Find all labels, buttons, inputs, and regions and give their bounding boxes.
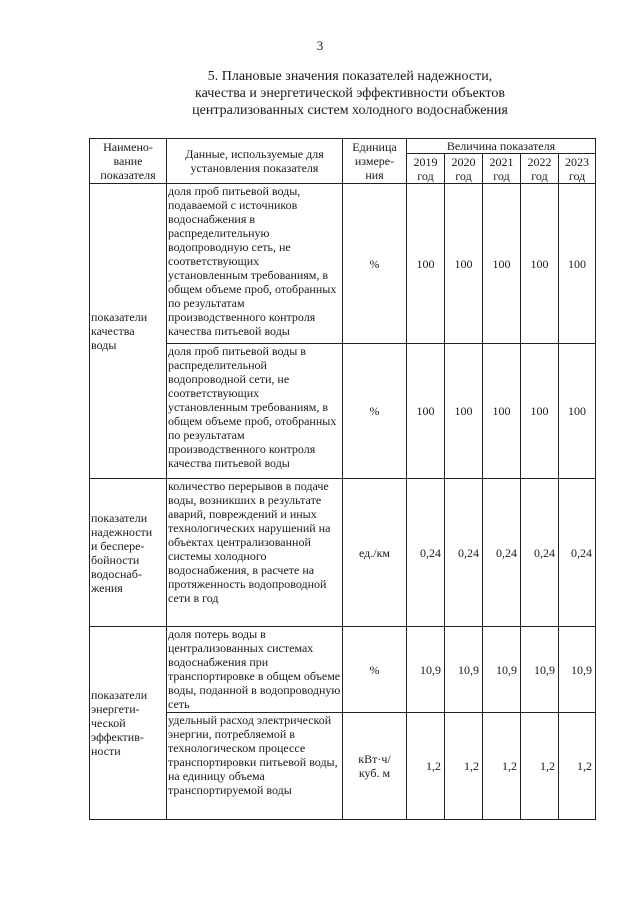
title-line-2: качества и энергетической эффективности объектов (195, 86, 505, 101)
row-unit: кВт·ч/ куб. м (343, 713, 407, 820)
header-year-2022: 2022 год (521, 154, 559, 184)
header-year-2023: 2023 год (559, 154, 596, 184)
value-2019: 100 (407, 184, 445, 344)
value-2021: 1,2 (483, 713, 521, 820)
table-row (90, 627, 596, 713)
title-line-3: централизованных систем холодного водоснабжения (192, 103, 508, 118)
category-energy-efficiency: показатели энергети- ческой эффектив- ности (90, 627, 167, 820)
value-2021: 100 (483, 184, 521, 344)
value-2023: 0,24 (559, 479, 596, 627)
row-unit: % (343, 627, 407, 713)
value-2022: 10,9 (521, 627, 559, 713)
indicators-table (89, 138, 596, 820)
value-2023: 100 (559, 184, 596, 344)
row-unit: ед./км (343, 479, 407, 627)
value-2022: 100 (521, 344, 559, 479)
title-line-1: 5. Плановые значения показателей надежности, (207, 69, 493, 84)
row-unit: % (343, 344, 407, 479)
header-unit: Единица измере- ния (343, 139, 407, 184)
value-2019: 0,24 (407, 479, 445, 627)
row-description: доля проб питьевой воды в распределительной водопроводной сети, не соответствующих установленным требованиям, в общем объеме проб, отобранных по результатам производственного контроля качества питьевой воды (167, 344, 343, 479)
value-2021: 10,9 (483, 627, 521, 713)
value-2022: 1,2 (521, 713, 559, 820)
value-2021: 0,24 (483, 479, 521, 627)
value-2019: 1,2 (407, 713, 445, 820)
value-2020: 1,2 (445, 713, 483, 820)
value-2020: 0,24 (445, 479, 483, 627)
header-year-2021: 2021 год (483, 154, 521, 184)
value-2023: 100 (559, 344, 596, 479)
header-value-group: Величина показателя (407, 139, 596, 154)
value-2019: 10,9 (407, 627, 445, 713)
row-description: доля проб питьевой воды, подаваемой с источников водоснабжения в распределительную водопроводную сеть, не соответствующих установленным требованиям, в общем объеме проб, отобранных по результатам производственного контроля качества питьевой воды (167, 184, 343, 344)
value-2020: 100 (445, 344, 483, 479)
value-2020: 10,9 (445, 627, 483, 713)
category-water-quality: показатели качества воды (90, 184, 167, 479)
row-description: удельный расход электрической энергии, потребляемой в технологическом процессе транспортировки питьевой воды, на единицу объема транспортируемой воды (167, 713, 343, 820)
section-title (150, 68, 550, 119)
category-reliability: показатели надежности и беспере- бойности водоснаб- жения (90, 479, 167, 627)
row-description: количество перерывов в подаче воды, возникших в результате аварий, повреждений и иных технологических нарушений на объектах централизованной системы холодного водоснабжения, в расчете на протяженность водопроводной сети в год (167, 479, 343, 627)
value-2023: 10,9 (559, 627, 596, 713)
header-year-2020: 2020 год (445, 154, 483, 184)
value-2022: 0,24 (521, 479, 559, 627)
value-2019: 100 (407, 344, 445, 479)
header-data-used: Данные, используемые для установления показателя (167, 139, 343, 184)
page-number: 3 (316, 38, 324, 53)
table-row (90, 184, 596, 344)
row-description: доля потерь воды в централизованных системах водоснабжения при транспортировке в общем объеме воды, поданной в водопроводную сеть (167, 627, 343, 713)
table-row (90, 479, 596, 627)
header-indicator-name: Наимено- вание показателя (90, 139, 167, 184)
value-2021: 100 (483, 344, 521, 479)
value-2020: 100 (445, 184, 483, 344)
value-2023: 1,2 (559, 713, 596, 820)
value-2022: 100 (521, 184, 559, 344)
header-year-2019: 2019 год (407, 154, 445, 184)
row-unit: % (343, 184, 407, 344)
